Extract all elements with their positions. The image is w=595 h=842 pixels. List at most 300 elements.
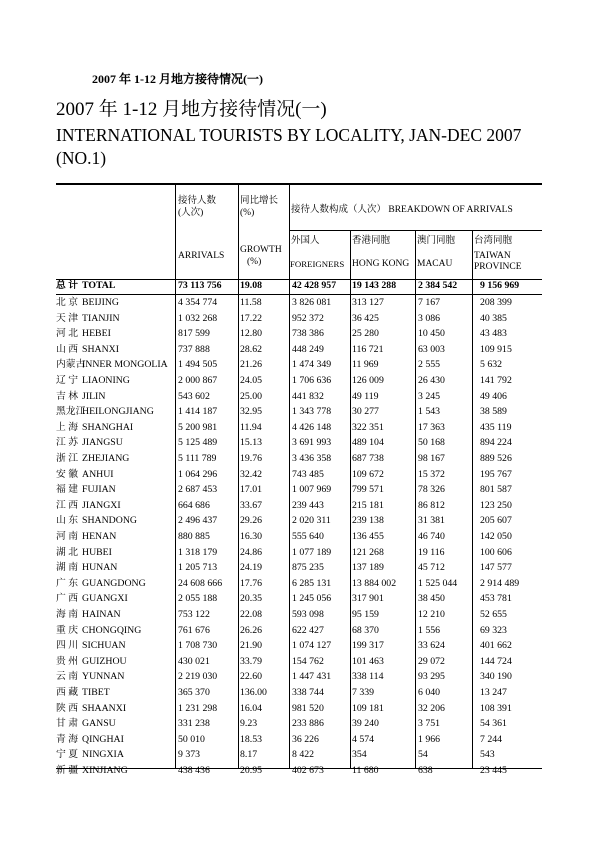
breakdown-subheader-rule <box>289 230 542 231</box>
cell-growth: 24.86 <box>240 546 263 558</box>
cell-hongkong: 25 280 <box>352 328 379 340</box>
cell-region-zh: 云 南 <box>56 671 79 683</box>
cell-region-en: GUIZHOU <box>82 655 127 667</box>
cell-hongkong: 109 181 <box>352 702 384 714</box>
cell-macau: 93 295 <box>418 671 445 683</box>
cell-taiwan: 894 224 <box>480 437 512 449</box>
cell-macau: 45 712 <box>418 562 445 574</box>
cell-taiwan: 2 914 489 <box>480 577 520 589</box>
cell-hongkong: 215 181 <box>352 499 384 511</box>
cell-macau: 638 <box>418 765 433 776</box>
cell-region-en: CHONGQING <box>82 624 142 636</box>
page-title-english-sub: (NO.1) <box>56 148 107 168</box>
cell-macau: 98 167 <box>418 453 445 464</box>
cell-foreigners: 6 285 131 <box>292 577 332 589</box>
cell-macau: 1 556 <box>418 624 441 636</box>
cell-taiwan: 5 632 <box>480 359 503 371</box>
cell-arrivals: 331 238 <box>178 718 210 730</box>
cell-region-zh: 黑龙江 <box>56 406 86 418</box>
header-breakdown: 接待人数构成（人次） BREAKDOWN OF ARRIVALS <box>291 205 513 215</box>
cell-foreigners: 593 098 <box>292 609 324 620</box>
cell-region-en: GUANGXI <box>82 593 128 605</box>
cell-region-zh: 山 西 <box>56 343 79 355</box>
cell-macau: 29 072 <box>418 655 445 667</box>
table-row <box>56 669 542 685</box>
cell-hongkong: 338 114 <box>352 671 384 683</box>
cell-foreigners: 42 428 957 <box>292 280 337 291</box>
header-macau-en: MACAU <box>417 259 453 269</box>
cell-taiwan: 100 606 <box>480 546 512 558</box>
cell-growth: 24.19 <box>240 562 263 574</box>
cell-arrivals: 817 599 <box>178 328 210 340</box>
cell-hongkong: 4 574 <box>352 733 375 745</box>
cell-taiwan: 109 915 <box>480 343 512 355</box>
cell-foreigners: 1 447 431 <box>292 671 332 683</box>
cell-taiwan: 23 445 <box>480 765 507 776</box>
table-row <box>56 763 542 779</box>
cell-hongkong: 109 672 <box>352 468 384 480</box>
table-row <box>56 545 542 561</box>
cell-region-zh: 江 苏 <box>56 437 79 449</box>
cell-region-en: QINGHAI <box>82 733 124 745</box>
header-growth-zh: 同比增长 (%) <box>240 196 279 218</box>
cell-growth: 17.01 <box>240 484 263 496</box>
cell-macau: 38 450 <box>418 593 445 605</box>
cell-macau: 33 624 <box>418 640 445 652</box>
header-hongkong-zh: 香港同胞 <box>352 236 391 246</box>
cell-taiwan: 38 589 <box>480 406 507 418</box>
cell-growth: 25.00 <box>240 390 263 402</box>
cell-taiwan: 208 399 <box>480 297 512 308</box>
cell-hongkong: 19 143 288 <box>352 280 397 291</box>
cell-taiwan: 543 <box>480 749 495 761</box>
cell-taiwan: 54 361 <box>480 718 507 730</box>
cell-foreigners: 743 485 <box>292 468 324 480</box>
cell-region-zh: 吉 林 <box>56 390 79 402</box>
cell-arrivals: 1 032 268 <box>178 312 218 324</box>
cell-arrivals: 1 205 713 <box>178 562 218 574</box>
cell-growth: 15.13 <box>240 437 263 449</box>
header-macau-zh: 澳门同胞 <box>417 236 456 246</box>
cell-region-en: XINJIANG <box>82 765 128 776</box>
cell-region-zh: 陕 西 <box>56 702 79 714</box>
cell-arrivals: 1 708 730 <box>178 640 218 652</box>
cell-region-zh: 天 津 <box>56 312 79 324</box>
cell-region-en: FUJIAN <box>82 484 116 496</box>
table-row <box>56 607 542 623</box>
cell-growth: 21.26 <box>240 359 263 371</box>
cell-macau: 1 543 <box>418 406 441 418</box>
header-taiwan-zh: 台湾同胞 <box>474 236 513 246</box>
cell-growth: 11.58 <box>240 297 262 308</box>
cell-hongkong: 11 680 <box>352 765 379 776</box>
cell-arrivals: 761 676 <box>178 624 210 636</box>
cell-taiwan: 7 244 <box>480 733 503 745</box>
cell-growth: 24.05 <box>240 375 263 386</box>
table-row <box>56 498 542 514</box>
cell-growth: 20.95 <box>240 765 263 776</box>
cell-growth: 12.80 <box>240 328 263 340</box>
header-growth-unit: (%) <box>247 257 262 267</box>
cell-hongkong: 199 317 <box>352 640 384 652</box>
cell-taiwan: 141 792 <box>480 375 512 386</box>
table-row <box>56 482 542 498</box>
cell-region-zh: 江 西 <box>56 499 79 511</box>
cell-hongkong: 116 721 <box>352 343 384 355</box>
table-row <box>56 311 542 327</box>
table-row <box>56 623 542 639</box>
cell-growth: 19.76 <box>240 453 263 464</box>
cell-taiwan: 9 156 969 <box>480 280 520 291</box>
cell-region-en: JILIN <box>82 390 106 402</box>
cell-growth: 29.26 <box>240 515 263 527</box>
cell-foreigners: 622 427 <box>292 624 324 636</box>
cell-region-zh: 福 建 <box>56 484 79 496</box>
cell-region-en: BEIJING <box>82 297 120 308</box>
cell-arrivals: 2 000 867 <box>178 375 218 386</box>
table-row <box>56 560 542 576</box>
cell-foreigners: 1 007 969 <box>292 484 332 496</box>
cell-taiwan: 889 526 <box>480 453 512 464</box>
cell-region-en: GUANGDONG <box>82 577 146 589</box>
cell-hongkong: 30 277 <box>352 406 379 418</box>
table-row <box>56 404 542 420</box>
cell-macau: 1 525 044 <box>418 577 458 589</box>
cell-foreigners: 981 520 <box>292 702 324 714</box>
cell-foreigners: 3 826 081 <box>292 297 332 308</box>
cell-hongkong: 68 370 <box>352 624 379 636</box>
cell-hongkong: 39 240 <box>352 718 379 730</box>
cell-foreigners: 338 744 <box>292 687 324 698</box>
cell-hongkong: 121 268 <box>352 546 384 558</box>
cell-arrivals: 5 125 489 <box>178 437 218 449</box>
cell-macau: 26 430 <box>418 375 445 386</box>
cell-arrivals: 4 354 774 <box>178 297 218 308</box>
cell-arrivals: 5 200 981 <box>178 421 218 433</box>
cell-region-zh: 河 南 <box>56 531 79 542</box>
cell-region-en: GANSU <box>82 718 116 730</box>
cell-macau: 3 751 <box>418 718 441 730</box>
cell-macau: 32 206 <box>418 702 445 714</box>
cell-macau: 6 040 <box>418 687 441 698</box>
header-taiwan-en: TAIWAN PROVINCE <box>474 251 522 272</box>
table-row <box>56 685 542 701</box>
cell-foreigners: 738 386 <box>292 328 324 340</box>
cell-taiwan: 13 247 <box>480 687 507 698</box>
cell-region-zh: 贵 州 <box>56 655 79 667</box>
cell-region-zh: 青 海 <box>56 733 79 745</box>
cell-region-zh: 上 海 <box>56 421 79 433</box>
cell-hongkong: 317 901 <box>352 593 384 605</box>
cell-foreigners: 555 640 <box>292 531 324 542</box>
cell-taiwan: 52 655 <box>480 609 507 620</box>
cell-hongkong: 313 127 <box>352 297 384 308</box>
cell-taiwan: 40 385 <box>480 312 507 324</box>
table-row <box>56 591 542 607</box>
cell-region-zh: 安 徽 <box>56 468 79 480</box>
cell-arrivals: 9 373 <box>178 749 201 761</box>
cell-region-en: YUNNAN <box>82 671 125 683</box>
header-foreigners-en: FOREIGNERS <box>290 259 345 269</box>
cell-taiwan: 69 323 <box>480 624 507 636</box>
cell-foreigners: 36 226 <box>292 733 319 745</box>
table-row <box>56 576 542 592</box>
cell-hongkong: 137 189 <box>352 562 384 574</box>
cell-foreigners: 2 020 311 <box>292 515 331 527</box>
cell-growth: 32.42 <box>240 468 263 480</box>
cell-taiwan: 435 119 <box>480 421 512 433</box>
cell-foreigners: 448 249 <box>292 343 324 355</box>
cell-foreigners: 1 074 127 <box>292 640 332 652</box>
cell-region-en: JIANGSU <box>82 437 123 449</box>
table-row <box>56 747 542 763</box>
cell-hongkong: 239 138 <box>352 515 384 527</box>
table-row <box>56 513 542 529</box>
cell-region-en: HENAN <box>82 531 117 542</box>
cell-macau: 1 966 <box>418 733 441 745</box>
cell-macau: 12 210 <box>418 609 445 620</box>
cell-growth: 21.90 <box>240 640 263 652</box>
cell-growth: 20.35 <box>240 593 263 605</box>
cell-arrivals: 1 231 298 <box>178 702 218 714</box>
cell-foreigners: 875 235 <box>292 562 324 574</box>
cell-taiwan: 195 767 <box>480 468 512 480</box>
cell-region-zh: 海 南 <box>56 609 79 620</box>
cell-taiwan: 205 607 <box>480 515 512 527</box>
page-title-chinese: 2007 年 1-12 月地方接待情况(一) <box>56 99 327 120</box>
cell-taiwan: 144 724 <box>480 655 512 667</box>
cell-hongkong: 13 884 002 <box>352 577 397 589</box>
cell-arrivals: 2 687 453 <box>178 484 218 496</box>
cell-macau: 3 245 <box>418 390 441 402</box>
cell-arrivals: 2 496 437 <box>178 515 218 527</box>
cell-foreigners: 1 343 778 <box>292 406 332 418</box>
cell-growth: 18.53 <box>240 733 263 745</box>
cell-growth: 8.17 <box>240 749 258 761</box>
cell-region-zh: 广 东 <box>56 577 79 589</box>
cell-taiwan: 123 250 <box>480 499 512 511</box>
cell-arrivals: 2 055 188 <box>178 593 218 605</box>
cell-region-en: HUNAN <box>82 562 118 574</box>
cell-region-en: SHAANXI <box>82 702 127 714</box>
cell-region-en: ANHUI <box>82 468 114 480</box>
cell-hongkong: 489 104 <box>352 437 384 449</box>
cell-region-zh: 重 庆 <box>56 624 79 636</box>
cell-region-en: ZHEJIANG <box>82 453 130 464</box>
cell-region-en: HEBEI <box>82 328 111 340</box>
cell-macau: 10 450 <box>418 328 445 340</box>
cell-hongkong: 136 455 <box>352 531 384 542</box>
cell-taiwan: 43 483 <box>480 328 507 340</box>
cell-region-en: TIANJIN <box>82 312 120 324</box>
cell-foreigners: 3 691 993 <box>292 437 332 449</box>
header-growth-en: GROWTH <box>240 245 282 255</box>
cell-arrivals: 438 436 <box>178 765 210 776</box>
cell-macau: 78 326 <box>418 484 445 496</box>
header-hongkong-en: HONG KONG <box>352 259 410 269</box>
cell-taiwan: 49 406 <box>480 390 507 402</box>
table-row-total <box>56 278 542 294</box>
cell-arrivals: 73 113 756 <box>178 280 222 291</box>
cell-region-en: LIAONING <box>82 375 130 386</box>
cell-taiwan: 142 050 <box>480 531 512 542</box>
cell-foreigners: 441 832 <box>292 390 324 402</box>
cell-hongkong: 36 425 <box>352 312 379 324</box>
cell-foreigners: 239 443 <box>292 499 324 511</box>
cell-arrivals: 5 111 789 <box>178 453 217 464</box>
table-row <box>56 357 542 373</box>
cell-macau: 2 555 <box>418 359 441 371</box>
cell-arrivals: 1 064 296 <box>178 468 218 480</box>
cell-growth: 17.22 <box>240 312 263 324</box>
table-row <box>56 467 542 483</box>
cell-arrivals: 737 888 <box>178 343 210 355</box>
cell-region-en: SHANDONG <box>82 515 137 527</box>
cell-hongkong: 126 009 <box>352 375 384 386</box>
cell-hongkong: 354 <box>352 749 367 761</box>
table-row <box>56 373 542 389</box>
cell-foreigners: 3 436 358 <box>292 453 332 464</box>
cell-taiwan: 801 587 <box>480 484 512 496</box>
cell-macau: 3 086 <box>418 312 441 324</box>
cell-region-en: TOTAL <box>82 280 116 291</box>
cell-macau: 17 363 <box>418 421 445 433</box>
cell-foreigners: 402 673 <box>292 765 324 776</box>
cell-region-zh: 内蒙古 <box>56 359 86 371</box>
cell-region-zh: 湖 南 <box>56 562 79 574</box>
cell-hongkong: 322 351 <box>352 421 384 433</box>
cell-hongkong: 49 119 <box>352 390 379 402</box>
cell-growth: 22.60 <box>240 671 263 683</box>
cell-taiwan: 453 781 <box>480 593 512 605</box>
header-foreigners-zh: 外国人 <box>291 236 320 246</box>
cell-region-zh: 湖 北 <box>56 546 79 558</box>
cell-region-en: NINGXIA <box>82 749 124 761</box>
cell-foreigners: 952 372 <box>292 312 324 324</box>
cell-region-en: TIBET <box>82 687 110 698</box>
cell-macau: 54 <box>418 749 428 761</box>
cell-region-zh: 北 京 <box>56 297 79 308</box>
cell-growth: 16.30 <box>240 531 263 542</box>
cell-arrivals: 1 318 179 <box>178 546 218 558</box>
cell-arrivals: 24 608 666 <box>178 577 223 589</box>
cell-taiwan: 108 391 <box>480 702 512 714</box>
cell-hongkong: 7 339 <box>352 687 375 698</box>
cell-arrivals: 50 010 <box>178 733 205 745</box>
cell-region-zh: 辽 宁 <box>56 375 79 386</box>
cell-region-en: SICHUAN <box>82 640 126 652</box>
table-row <box>56 654 542 670</box>
cell-foreigners: 1 474 349 <box>292 359 332 371</box>
page-title-english: INTERNATIONAL TOURISTS BY LOCALITY, JAN-DEC 2007 <box>56 125 522 145</box>
cell-macau: 15 372 <box>418 468 445 480</box>
cell-arrivals: 753 122 <box>178 609 210 620</box>
table-row <box>56 638 542 654</box>
cell-region-en: SHANXI <box>82 343 120 355</box>
cell-foreigners: 1 077 189 <box>292 546 332 558</box>
table-row <box>56 342 542 358</box>
table-row <box>56 529 542 545</box>
table-row <box>56 389 542 405</box>
cell-growth: 33.79 <box>240 655 263 667</box>
cell-macau: 86 812 <box>418 499 445 511</box>
cell-region-en: JIANGXI <box>82 499 121 511</box>
cell-foreigners: 1 245 056 <box>292 593 332 605</box>
cell-macau: 7 167 <box>418 297 441 308</box>
cell-region-zh: 宁 夏 <box>56 749 79 761</box>
cell-growth: 9.23 <box>240 718 258 730</box>
cell-taiwan: 401 662 <box>480 640 512 652</box>
table-row <box>56 420 542 436</box>
cell-region-en: HEILONGJIANG <box>82 406 154 418</box>
cell-region-en: INNER MONGOLIA <box>82 359 168 371</box>
cell-region-zh: 山 东 <box>56 515 79 527</box>
cell-hongkong: 11 969 <box>352 359 379 371</box>
cell-growth: 16.04 <box>240 702 263 714</box>
table-top-rule <box>56 183 542 185</box>
cell-arrivals: 365 370 <box>178 687 210 698</box>
table-row <box>56 295 542 311</box>
cell-growth: 26.26 <box>240 624 263 636</box>
cell-hongkong: 687 738 <box>352 453 384 464</box>
cell-foreigners: 4 426 148 <box>292 421 332 433</box>
cell-growth: 11.94 <box>240 421 262 433</box>
cell-foreigners: 8 422 <box>292 749 315 761</box>
cell-arrivals: 1 494 505 <box>178 359 218 371</box>
running-header: 2007 年 1-12 月地方接待情况(一) <box>92 72 263 86</box>
cell-hongkong: 799 571 <box>352 484 384 496</box>
cell-region-en: SHANGHAI <box>82 421 134 433</box>
cell-growth: 32.95 <box>240 406 263 418</box>
cell-region-zh: 甘 肃 <box>56 718 79 730</box>
cell-macau: 19 116 <box>418 546 445 558</box>
cell-arrivals: 664 686 <box>178 499 210 511</box>
cell-growth: 33.67 <box>240 499 263 511</box>
cell-region-zh: 广 西 <box>56 593 79 605</box>
cell-region-en: HUBEI <box>82 546 112 558</box>
cell-region-zh: 总 计 <box>56 280 79 291</box>
cell-growth: 136.00 <box>240 687 267 698</box>
cell-macau: 63 003 <box>418 343 445 355</box>
cell-taiwan: 147 577 <box>480 562 512 574</box>
cell-arrivals: 2 219 030 <box>178 671 218 683</box>
table-row <box>56 435 542 451</box>
cell-region-zh: 西 藏 <box>56 687 79 698</box>
cell-growth: 17.76 <box>240 577 263 589</box>
table-row <box>56 451 542 467</box>
cell-taiwan: 340 190 <box>480 671 512 683</box>
cell-hongkong: 101 463 <box>352 655 384 667</box>
cell-foreigners: 1 706 636 <box>292 375 332 386</box>
table-row <box>56 716 542 732</box>
cell-growth: 28.62 <box>240 343 263 355</box>
cell-growth: 22.08 <box>240 609 263 620</box>
cell-foreigners: 154 762 <box>292 655 324 667</box>
cell-region-zh: 四 川 <box>56 640 79 652</box>
cell-arrivals: 430 021 <box>178 655 210 667</box>
cell-region-en: HAINAN <box>82 609 121 620</box>
cell-arrivals: 543 602 <box>178 390 210 402</box>
table-row <box>56 732 542 748</box>
table-row <box>56 701 542 717</box>
header-arrivals-zh: 接待人数 (人次) <box>178 196 217 218</box>
cell-hongkong: 95 159 <box>352 609 379 620</box>
cell-macau: 2 384 542 <box>418 280 458 291</box>
cell-macau: 50 168 <box>418 437 445 449</box>
cell-arrivals: 880 885 <box>178 531 210 542</box>
cell-region-zh: 河 北 <box>56 328 79 340</box>
cell-region-zh: 新 疆 <box>56 765 79 776</box>
